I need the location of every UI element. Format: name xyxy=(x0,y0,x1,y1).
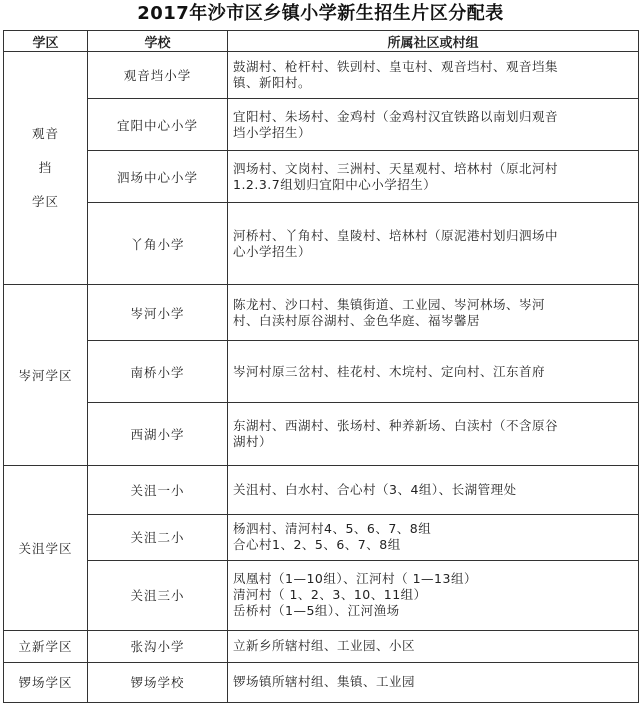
page-title: 2017年沙市区乡镇小学新生招生片区分配表 xyxy=(137,3,504,24)
school-name: 观音垱小学 xyxy=(88,52,228,99)
table-row xyxy=(4,514,639,560)
school-name: 关沮二小 xyxy=(88,514,228,560)
area-line: 村、白渎村原谷湖村、金色华庭、福岑馨居 xyxy=(233,312,481,328)
district-name-line: 挡 xyxy=(38,160,53,176)
area-cell xyxy=(228,151,639,203)
area-cell xyxy=(228,560,639,630)
school-name: 关沮一小 xyxy=(88,465,228,514)
table-row xyxy=(4,341,639,403)
school-name: 丫角小学 xyxy=(88,203,228,285)
area-cell xyxy=(228,341,639,403)
area-cell xyxy=(228,285,639,341)
area-cell xyxy=(228,662,639,702)
area-line: 岳桥村（1—5组）、江河渔场 xyxy=(233,603,400,619)
area-line: 湖村） xyxy=(233,434,273,450)
school-name: 关沮三小 xyxy=(88,560,228,630)
school-name: 岑河小学 xyxy=(88,285,228,341)
header-area: 所属社区或村组 xyxy=(228,31,639,52)
area-line: 垱小学招生） xyxy=(233,124,312,140)
area-line: 合心村1、2、5、6、7、8组 xyxy=(233,537,401,553)
area-line: 泗场村、文岗村、三洲村、天星观村、培林村（原北河村 xyxy=(233,160,559,176)
area-line: 凤凰村（1—10组）、江河村（ 1—13组） xyxy=(233,571,477,587)
table-row xyxy=(4,403,639,465)
school-name: 锣场学校 xyxy=(88,662,228,702)
area-line: 清河村（ 1、2、3、10、11组） xyxy=(233,587,427,603)
area-line: 锣场镇所辖村组、集镇、工业园 xyxy=(233,674,416,690)
area-line: 心小学招生） xyxy=(233,243,312,259)
area-cell xyxy=(228,514,639,560)
table-row xyxy=(4,560,639,630)
area-line: 岑河村原三岔村、桂花村、木垸村、定向村、江东首府 xyxy=(233,363,546,379)
area-line: 1.2.3.7组划归宜阳中心小学招生） xyxy=(233,176,437,192)
district-cell xyxy=(4,52,88,285)
district-cell: 锣场学区 xyxy=(4,662,88,702)
area-cell xyxy=(228,52,639,99)
table-row xyxy=(4,52,639,99)
area-line: 关沮村、白水村、合心村（3、4组）、长湖管理处 xyxy=(233,481,517,497)
table-row xyxy=(4,285,639,341)
district-cell: 关沮学区 xyxy=(4,465,88,630)
area-line: 东湖村、西湖村、张场村、种养新场、白渎村（不含原谷 xyxy=(233,418,559,434)
table-row xyxy=(4,630,639,662)
table-row xyxy=(4,465,639,514)
school-name: 泗场中心小学 xyxy=(88,151,228,203)
district-cell: 立新学区 xyxy=(4,630,88,662)
area-line: 河桥村、丫角村、皇陵村、培林村（原泥港村划归泗场中 xyxy=(233,227,559,243)
header-district: 学区 xyxy=(4,31,88,52)
school-name: 西湖小学 xyxy=(88,403,228,465)
table-row xyxy=(4,662,639,702)
area-cell xyxy=(228,465,639,514)
area-cell xyxy=(228,630,639,662)
school-name: 张沟小学 xyxy=(88,630,228,662)
school-name: 南桥小学 xyxy=(88,341,228,403)
school-name: 宜阳中心小学 xyxy=(88,99,228,151)
table-row xyxy=(4,151,639,203)
table-row xyxy=(4,99,639,151)
area-cell xyxy=(228,99,639,151)
header-school: 学校 xyxy=(88,31,228,52)
area-line: 镇、新阳村。 xyxy=(233,75,312,91)
area-line: 杨泗村、清河村4、5、6、7、8组 xyxy=(233,521,432,537)
area-line: 陈龙村、沙口村、集镇街道、工业园、岑河林场、岑河 xyxy=(233,296,546,312)
area-line: 鼓湖村、枪杆村、铁剅村、皇屯村、观音垱村、观音垱集 xyxy=(233,59,559,75)
area-cell xyxy=(228,403,639,465)
area-cell xyxy=(228,203,639,285)
area-line: 宜阳村、朱场村、金鸡村（金鸡村汉宜铁路以南划归观音 xyxy=(233,108,559,124)
district-name-line: 学区 xyxy=(31,194,59,210)
header-row xyxy=(4,31,639,52)
district-cell: 岑河学区 xyxy=(4,285,88,465)
table-row xyxy=(4,203,639,285)
district-name-line: 观音 xyxy=(31,126,59,142)
area-line: 立新乡所辖村组、工业园、小区 xyxy=(233,638,416,654)
allocation-table xyxy=(3,30,639,703)
